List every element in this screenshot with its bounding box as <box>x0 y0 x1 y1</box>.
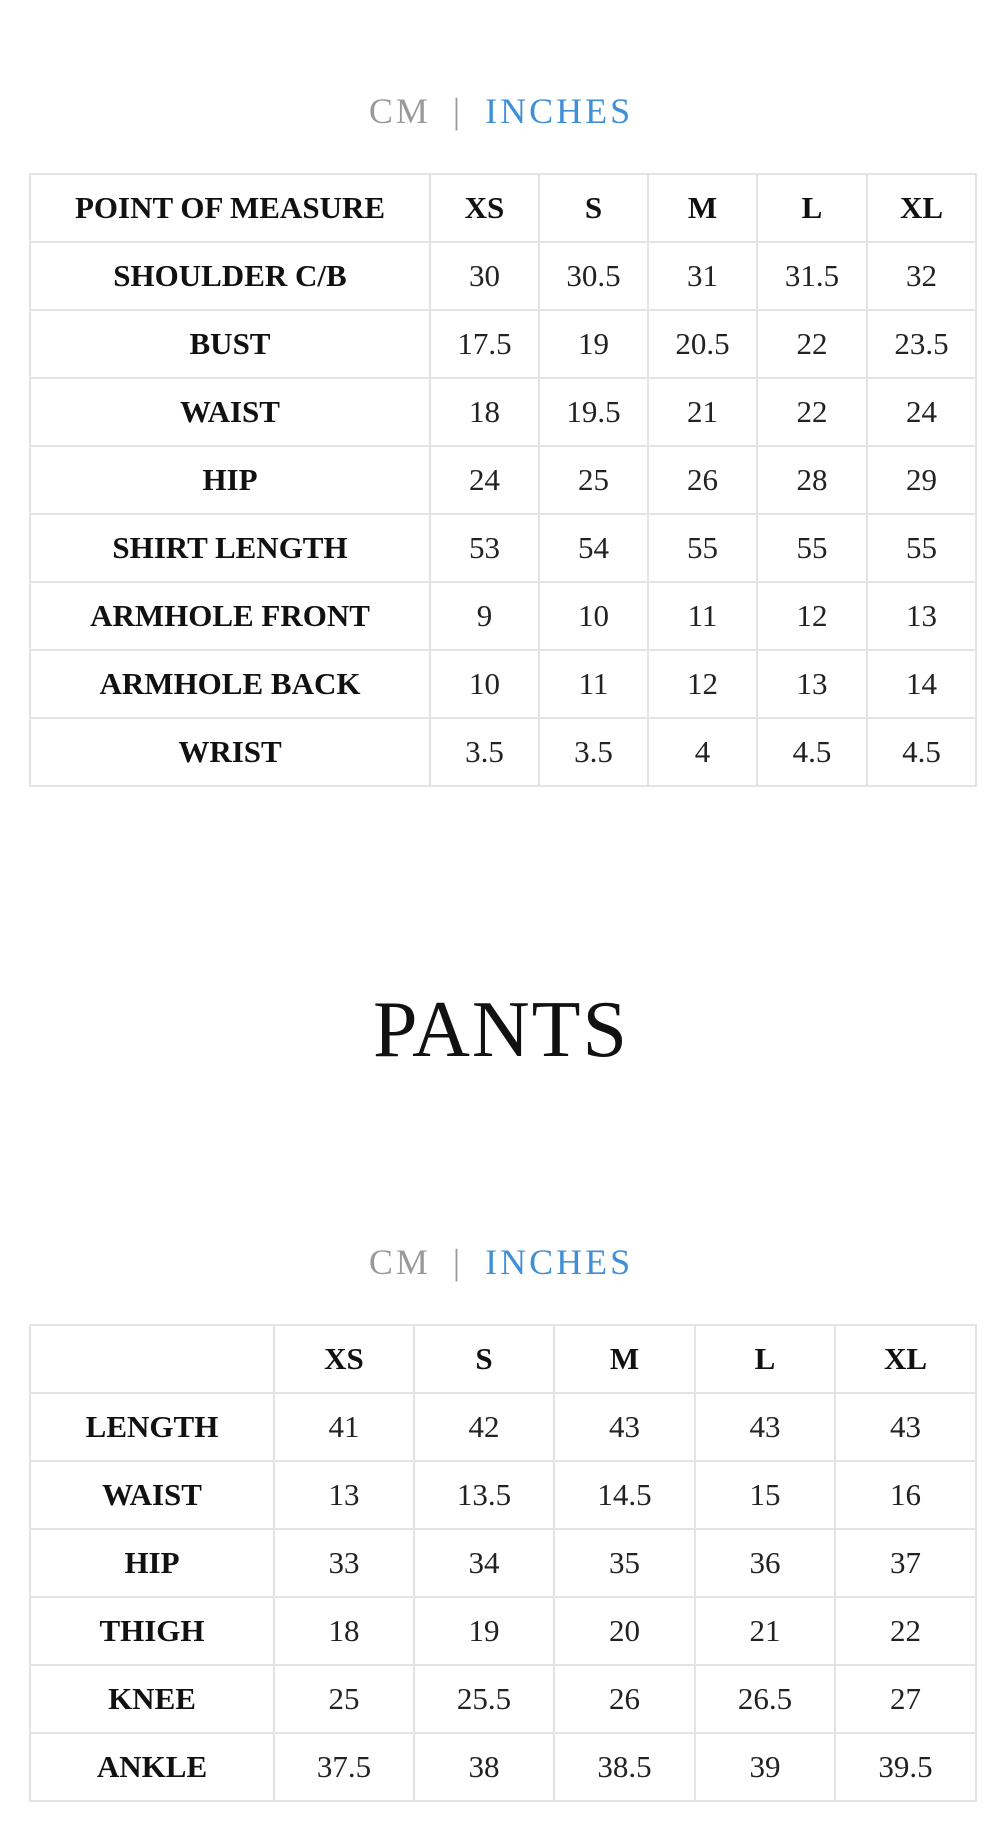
shirt-size-value: 9 <box>430 582 539 650</box>
shirt-unit-toggle <box>0 91 1002 131</box>
pants-size-value: 20 <box>554 1597 695 1665</box>
shirt-size-value: 24 <box>867 378 976 446</box>
shirt-row-label: WRIST <box>30 718 430 786</box>
pants-size-value: 38.5 <box>554 1733 695 1801</box>
pants-size-value: 25 <box>274 1665 414 1733</box>
pants-size-value: 34 <box>414 1529 554 1597</box>
shirt-size-value: 23.5 <box>867 310 976 378</box>
shirt-unit-separator: | <box>452 91 464 131</box>
pants-size-value: 14.5 <box>554 1461 695 1529</box>
pants-row-label: HIP <box>30 1529 274 1597</box>
shirt-size-value: 12 <box>757 582 867 650</box>
pants-header-row <box>30 1325 976 1393</box>
shirt-size-value: 12 <box>648 650 757 718</box>
shirt-table-row <box>30 514 976 582</box>
pants-size-value: 13.5 <box>414 1461 554 1529</box>
pants-table-row <box>30 1529 976 1597</box>
shirt-size-value: 3.5 <box>539 718 648 786</box>
pants-row-label: WAIST <box>30 1461 274 1529</box>
shirt-header-measure: POINT OF MEASURE <box>30 174 430 242</box>
shirt-table-row <box>30 718 976 786</box>
shirt-size-value: 20.5 <box>648 310 757 378</box>
shirt-size-value: 11 <box>539 650 648 718</box>
pants-size-value: 27 <box>835 1665 976 1733</box>
pants-size-value: 39 <box>695 1733 835 1801</box>
shirt-size-value: 31.5 <box>757 242 867 310</box>
pants-table-row <box>30 1461 976 1529</box>
shirt-size-value: 13 <box>757 650 867 718</box>
shirt-size-value: 32 <box>867 242 976 310</box>
shirt-size-value: 25 <box>539 446 648 514</box>
pants-size-value: 43 <box>554 1393 695 1461</box>
pants-size-value: 36 <box>695 1529 835 1597</box>
shirt-size-value: 55 <box>757 514 867 582</box>
pants-size-value: 35 <box>554 1529 695 1597</box>
pants-row-label: KNEE <box>30 1665 274 1733</box>
shirt-header-l: L <box>757 174 867 242</box>
pants-unit-cm-option[interactable]: CM <box>368 1242 431 1282</box>
shirt-table-row <box>30 650 976 718</box>
shirt-table-row <box>30 446 976 514</box>
shirt-table-row <box>30 310 976 378</box>
pants-row-label: ANKLE <box>30 1733 274 1801</box>
shirt-size-value: 19.5 <box>539 378 648 446</box>
pants-table-row <box>30 1393 976 1461</box>
shirt-row-label: HIP <box>30 446 430 514</box>
shirt-unit-inches-option[interactable]: INCHES <box>485 91 634 131</box>
pants-size-value: 37 <box>835 1529 976 1597</box>
shirt-size-value: 18 <box>430 378 539 446</box>
shirt-header-m: M <box>648 174 757 242</box>
shirt-size-value: 22 <box>757 310 867 378</box>
shirt-size-value: 21 <box>648 378 757 446</box>
pants-header-measure <box>30 1325 274 1393</box>
shirt-table-row <box>30 242 976 310</box>
shirt-size-value: 55 <box>648 514 757 582</box>
pants-size-value: 26 <box>554 1665 695 1733</box>
shirt-size-value: 54 <box>539 514 648 582</box>
shirt-size-value: 19 <box>539 310 648 378</box>
shirt-size-value: 17.5 <box>430 310 539 378</box>
shirt-size-value: 4.5 <box>867 718 976 786</box>
shirt-size-value: 4.5 <box>757 718 867 786</box>
shirt-size-value: 11 <box>648 582 757 650</box>
pants-header-m: M <box>554 1325 695 1393</box>
shirt-row-label: ARMHOLE FRONT <box>30 582 430 650</box>
pants-size-value: 42 <box>414 1393 554 1461</box>
shirt-size-value: 22 <box>757 378 867 446</box>
shirt-row-label: SHOULDER C/B <box>30 242 430 310</box>
pants-header-xs: XS <box>274 1325 414 1393</box>
pants-size-value: 43 <box>835 1393 976 1461</box>
shirt-table-row <box>30 378 976 446</box>
shirt-header-s: S <box>539 174 648 242</box>
shirt-table-row <box>30 582 976 650</box>
shirt-row-label: SHIRT LENGTH <box>30 514 430 582</box>
shirt-size-value: 3.5 <box>430 718 539 786</box>
shirt-size-value: 26 <box>648 446 757 514</box>
shirt-size-value: 31 <box>648 242 757 310</box>
pants-size-value: 26.5 <box>695 1665 835 1733</box>
shirt-size-value: 13 <box>867 582 976 650</box>
shirt-size-value: 24 <box>430 446 539 514</box>
pants-header-l: L <box>695 1325 835 1393</box>
shirt-unit-cm-option[interactable]: CM <box>368 91 431 131</box>
shirt-size-table <box>29 173 977 787</box>
shirt-header-xs: XS <box>430 174 539 242</box>
shirt-size-value: 28 <box>757 446 867 514</box>
shirt-size-value: 30.5 <box>539 242 648 310</box>
pants-size-value: 41 <box>274 1393 414 1461</box>
pants-size-value: 33 <box>274 1529 414 1597</box>
shirt-row-label: BUST <box>30 310 430 378</box>
shirt-row-label: ARMHOLE BACK <box>30 650 430 718</box>
pants-size-value: 16 <box>835 1461 976 1529</box>
pants-row-label: LENGTH <box>30 1393 274 1461</box>
shirt-header-xl: XL <box>867 174 976 242</box>
pants-table-row <box>30 1665 976 1733</box>
shirt-size-value: 30 <box>430 242 539 310</box>
shirt-header-row <box>30 174 976 242</box>
pants-size-value: 18 <box>274 1597 414 1665</box>
pants-table-row <box>30 1733 976 1801</box>
pants-size-value: 38 <box>414 1733 554 1801</box>
pants-table-row <box>30 1597 976 1665</box>
pants-size-value: 22 <box>835 1597 976 1665</box>
pants-size-value: 19 <box>414 1597 554 1665</box>
shirt-size-value: 29 <box>867 446 976 514</box>
pants-size-value: 13 <box>274 1461 414 1529</box>
pants-size-value: 25.5 <box>414 1665 554 1733</box>
pants-size-value: 37.5 <box>274 1733 414 1801</box>
pants-unit-toggle <box>0 1242 1002 1282</box>
shirt-size-value: 10 <box>430 650 539 718</box>
pants-row-label: THIGH <box>30 1597 274 1665</box>
shirt-size-value: 4 <box>648 718 757 786</box>
pants-size-value: 39.5 <box>835 1733 976 1801</box>
pants-unit-inches-option[interactable]: INCHES <box>485 1242 634 1282</box>
pants-unit-separator: | <box>452 1242 464 1282</box>
pants-header-xl: XL <box>835 1325 976 1393</box>
pants-size-value: 15 <box>695 1461 835 1529</box>
shirt-row-label: WAIST <box>30 378 430 446</box>
pants-size-value: 21 <box>695 1597 835 1665</box>
shirt-size-value: 14 <box>867 650 976 718</box>
pants-size-value: 43 <box>695 1393 835 1461</box>
pants-section-title: PANTS <box>372 986 630 1074</box>
pants-header-s: S <box>414 1325 554 1393</box>
shirt-size-value: 55 <box>867 514 976 582</box>
shirt-size-value: 53 <box>430 514 539 582</box>
pants-size-table <box>29 1324 977 1802</box>
shirt-size-value: 10 <box>539 582 648 650</box>
